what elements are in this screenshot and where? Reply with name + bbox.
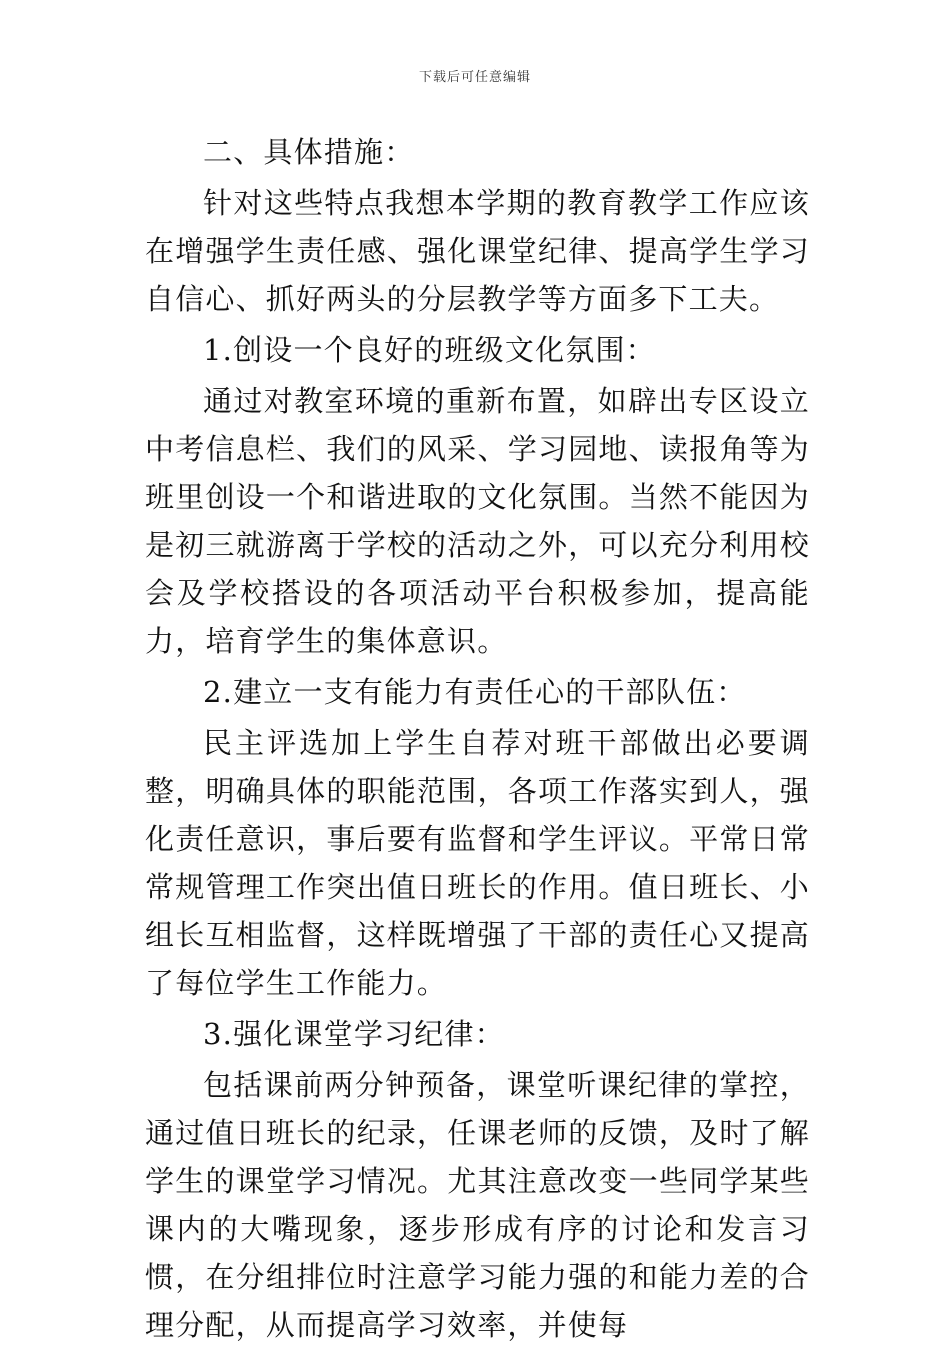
body-paragraph: 针对这些特点我想本学期的教育教学工作应该在增强学生责任感、强化课堂纪律、提高学生学习自信心、抓好两头的分层教学等方面多下工夫。 [145, 186, 810, 316]
section-heading: 二、具体措施： [203, 135, 415, 169]
subsection-heading: 2.建立一支有能力有责任心的干部队伍： [203, 675, 747, 709]
subsection-heading: 3.强化课堂学习纪律： [203, 1017, 505, 1051]
document-body [145, 128, 810, 1352]
body-paragraph: 通过对教室环境的重新布置，如辟出专区设立中考信息栏、我们的风采、学习园地、读报角等为班里创设一个和谐进取的文化氛围。当然不能因为是初三就游离于学校的活动之外，可以充分利用校会及学校搭设的各项活动平台积极参加，提高能力，培育学生的集体意识。 [145, 384, 810, 658]
body-paragraph: 包括课前两分钟预备，课堂听课纪律的掌控，通过值日班长的纪录，任课老师的反馈，及时了解学生的课堂学习情况。尤其注意改变一些同学某些课内的大嘴现象，逐步形成有序的讨论和发言习惯，在分组排位时注意学习能力强的和能力差的合理分配，从而提高学习效率，并使每 [145, 1068, 810, 1342]
subsection-heading: 1.创设一个良好的班级文化氛围： [203, 333, 656, 367]
body-paragraph: 民主评选加上学生自荐对班干部做出必要调整，明确具体的职能范围，各项工作落实到人，强化责任意识，事后要有监督和学生评议。平常日常常规管理工作突出值日班长的作用。值日班长、小组长互相监督，这样既增强了干部的责任心又提高了每位学生工作能力。 [145, 726, 810, 1000]
page-header-note: 下载后可任意编辑 [418, 70, 531, 85]
